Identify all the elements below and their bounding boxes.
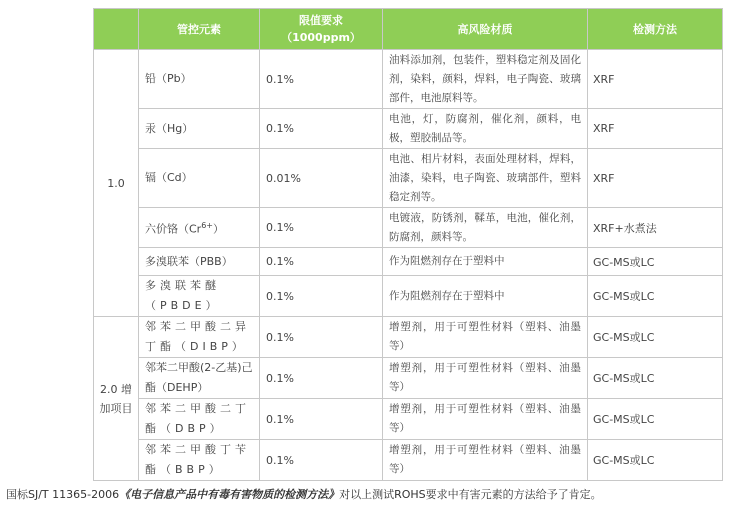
limit-cell: 0.1%	[260, 208, 383, 248]
header-materials: 高风险材质	[383, 9, 588, 50]
rohs-table	[93, 8, 723, 481]
element-cell: 邻苯二甲酸二丁酯（DBP）	[139, 399, 260, 440]
element-cell: 铅（Pb）	[139, 50, 260, 109]
note-suffix: 对以上测试ROHS要求中有害元素的方法给予了肯定。	[339, 488, 602, 501]
limit-cell: 0.1%	[260, 358, 383, 399]
method-cell: XRF+水煮法	[588, 208, 723, 248]
limit-cell: 0.1%	[260, 440, 383, 481]
method-cell: GC-MS或LC	[588, 399, 723, 440]
element-superscript: 6+	[201, 220, 213, 230]
materials-cell: 电池，灯，防腐剂，催化剂，颜料，电极，塑胶制品等。	[383, 109, 588, 149]
materials-cell: 电镀液，防锈剂，鞣革，电池，催化剂，防腐剂，颜料等。	[383, 208, 588, 248]
materials-cell: 电池、相片材料，表面处理材料，焊料，油漆，染料，电子陶瓷、玻璃部件，塑料稳定剂等。	[383, 149, 588, 208]
group-label-2: 2.0 增加项目	[94, 317, 139, 481]
limit-cell: 0.1%	[260, 109, 383, 149]
limit-cell: 0.01%	[260, 149, 383, 208]
method-cell: GC-MS或LC	[588, 440, 723, 481]
materials-cell: 增塑剂，用于可塑性材料（塑料、油墨等）	[383, 317, 588, 358]
element-cell: 邻苯二甲酸(2-乙基)己酯（DEHP）	[139, 358, 260, 399]
element-cell: 镉（Cd）	[139, 149, 260, 208]
table-row	[94, 317, 723, 358]
note-prefix: 国标SJ/T 11365-2006	[6, 488, 120, 501]
standard-note	[6, 486, 602, 502]
limit-cell: 0.1%	[260, 276, 383, 317]
limit-cell: 0.1%	[260, 248, 383, 276]
table-row	[94, 358, 723, 399]
table-row	[94, 208, 723, 248]
element-cell: 多溴联苯醚（PBDE）	[139, 276, 260, 317]
element-cell: 多溴联苯（PBB）	[139, 248, 260, 276]
materials-cell: 作为阻燃剂存在于塑料中	[383, 248, 588, 276]
table-row	[94, 440, 723, 481]
element-cell: 汞（Hg）	[139, 109, 260, 149]
method-cell: XRF	[588, 149, 723, 208]
header-limit	[260, 9, 383, 50]
method-cell: GC-MS或LC	[588, 317, 723, 358]
group-label-1: 1.0	[94, 50, 139, 317]
header-blank	[94, 9, 139, 50]
materials-cell: 增塑剂，用于可塑性材料（塑料、油墨等）	[383, 440, 588, 481]
table-row	[94, 399, 723, 440]
header-method: 检测方法	[588, 9, 723, 50]
element-tail: ）	[213, 222, 224, 236]
method-cell: XRF	[588, 50, 723, 109]
method-cell: XRF	[588, 109, 723, 149]
element-cell-chromium	[139, 208, 260, 248]
materials-cell: 增塑剂，用于可塑性材料（塑料、油墨等）	[383, 358, 588, 399]
header-limit-line2: （1000ppm）	[281, 31, 361, 44]
table-row	[94, 276, 723, 317]
limit-cell: 0.1%	[260, 317, 383, 358]
element-cell: 邻苯二甲酸丁苄酯（BBP）	[139, 440, 260, 481]
table-row	[94, 149, 723, 208]
method-cell: GC-MS或LC	[588, 248, 723, 276]
header-limit-line1: 限值要求	[299, 14, 343, 27]
table-row	[94, 50, 723, 109]
table-header-row	[94, 9, 723, 50]
method-cell: GC-MS或LC	[588, 358, 723, 399]
header-element: 管控元素	[139, 9, 260, 50]
method-cell: GC-MS或LC	[588, 276, 723, 317]
materials-cell: 油料添加剂，包装件，塑料稳定剂及固化剂，染料，颜料，焊料，电子陶瓷、玻璃部件，电池原料等。	[383, 50, 588, 109]
element-cell: 邻苯二甲酸二异丁酯（DIBP）	[139, 317, 260, 358]
note-title: 《电子信息产品中有毒有害物质的检测方法》	[119, 488, 340, 501]
table-row	[94, 248, 723, 276]
table-row	[94, 109, 723, 149]
materials-cell: 增塑剂，用于可塑性材料（塑料、油墨等）	[383, 399, 588, 440]
element-base: 六价铬（Cr	[145, 222, 202, 236]
limit-cell: 0.1%	[260, 399, 383, 440]
limit-cell: 0.1%	[260, 50, 383, 109]
materials-cell: 作为阻燃剂存在于塑料中	[383, 276, 588, 317]
